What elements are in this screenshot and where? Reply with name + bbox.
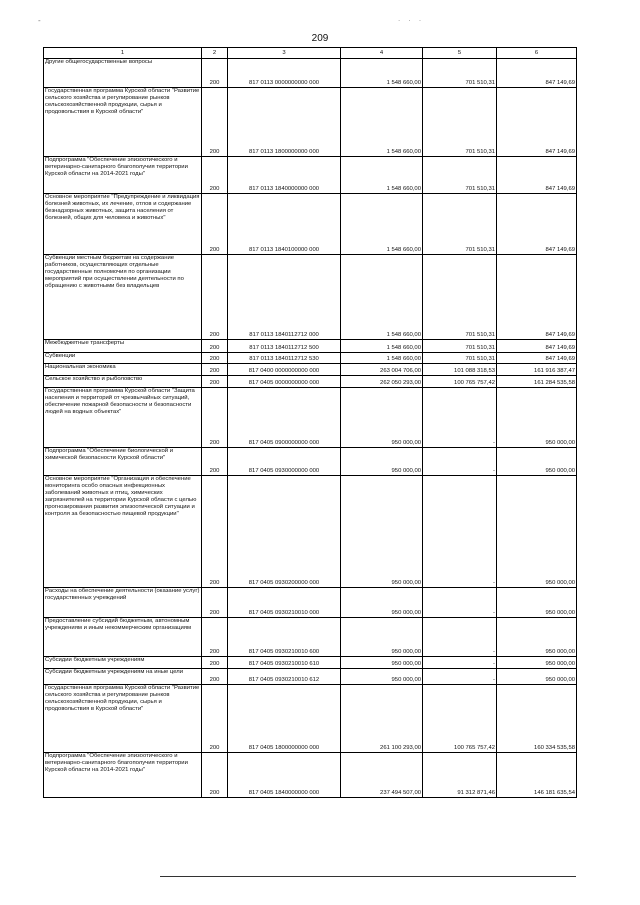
row-target-code: 817 0113 1840112712 500 [228, 340, 341, 353]
row-value-col4: 261 100 293,00 [341, 685, 423, 753]
table-row [44, 669, 577, 685]
row-value-col5: 701 510,31 [423, 255, 497, 340]
row-target-code: 817 0405 0930000000 000 [228, 448, 341, 476]
column-header: 3 [228, 48, 341, 59]
row-code: 200 [202, 588, 228, 618]
column-header: 4 [341, 48, 423, 59]
row-code: 200 [202, 364, 228, 376]
row-value-col6: 950 000,00 [497, 618, 577, 657]
row-code: 200 [202, 194, 228, 255]
row-name: Государственная программа Курской области "Развитие сельского хозяйства и регулирование рынков сельскохозяйственной продукции, сырья и продовольствия в Курской области" [44, 88, 202, 157]
row-code: 200 [202, 753, 228, 798]
row-value-col6: 950 000,00 [497, 448, 577, 476]
table-row [44, 753, 577, 798]
table-row [44, 588, 577, 618]
row-value-col5: - [423, 618, 497, 657]
row-code: 200 [202, 88, 228, 157]
row-code: 200 [202, 59, 228, 88]
row-value-col6: 950 000,00 [497, 657, 577, 669]
row-code: 200 [202, 476, 228, 588]
row-target-code: 817 0113 1840112712 000 [228, 255, 341, 340]
row-value-col6: 950 000,00 [497, 476, 577, 588]
row-code: 200 [202, 657, 228, 669]
page-number: 209 [311, 33, 329, 44]
row-value-col5: 701 510,31 [423, 194, 497, 255]
row-code: 200 [202, 376, 228, 388]
row-target-code: 817 0113 1840112712 530 [228, 353, 341, 364]
row-value-col4: 1 548 660,00 [341, 88, 423, 157]
row-name: Сельское хозяйство и рыболовство [44, 376, 202, 388]
row-name: Основное мероприятие "Организация и обеспечение мониторинга особо опасных инфекционных заболеваний животных и птиц, химических загрязнителей на территории Курской области с целью прогнозирования развития эпизоотической ситуации и контроля за безопасностью пищевой продукции" [44, 476, 202, 588]
bottom-divider [160, 876, 576, 877]
row-value-col6: 847 149,69 [497, 255, 577, 340]
budget-table [43, 47, 577, 798]
row-target-code: 817 0405 0930210010 000 [228, 588, 341, 618]
row-name: Государственная программа Курской области "Защита населения и территорий от чрезвычайных ситуаций, обеспечение пожарной безопасности и безопасности людей на водных объектах" [44, 388, 202, 448]
row-value-col5: 701 510,31 [423, 353, 497, 364]
corner-mark: - [38, 16, 41, 25]
table-row [44, 476, 577, 588]
table-row [44, 376, 577, 388]
row-value-col4: 950 000,00 [341, 388, 423, 448]
row-code: 200 [202, 448, 228, 476]
column-header: 1 [44, 48, 202, 59]
row-name: Субсидии бюджетным учреждениям [44, 657, 202, 669]
row-value-col4: 1 548 660,00 [341, 255, 423, 340]
row-value-col5: 701 510,31 [423, 59, 497, 88]
row-value-col6: 847 149,69 [497, 340, 577, 353]
row-name: Предоставление субсидий бюджетным, автономным учреждениям и иным некоммерческим организациям [44, 618, 202, 657]
row-target-code: 817 0400 0000000000 000 [228, 364, 341, 376]
row-value-col5: 100 765 757,42 [423, 685, 497, 753]
row-value-col4: 263 004 706,00 [341, 364, 423, 376]
row-value-col4: 1 548 660,00 [341, 157, 423, 194]
row-value-col4: 950 000,00 [341, 588, 423, 618]
row-target-code: 817 0405 0930210010 610 [228, 657, 341, 669]
row-target-code: 817 0113 1840100000 000 [228, 194, 341, 255]
row-value-col6: 847 149,69 [497, 157, 577, 194]
corner-dots: . . . [398, 14, 425, 23]
row-value-col6: 146 181 635,54 [497, 753, 577, 798]
row-value-col5: 701 510,31 [423, 157, 497, 194]
row-target-code: 817 0405 0930210010 600 [228, 618, 341, 657]
table-row [44, 88, 577, 157]
row-value-col4: 237 494 507,00 [341, 753, 423, 798]
row-value-col4: 950 000,00 [341, 448, 423, 476]
row-name: Расходы на обеспечение деятельности (оказание услуг) государственных учреждений [44, 588, 202, 618]
row-value-col6: 847 149,69 [497, 353, 577, 364]
row-code: 200 [202, 388, 228, 448]
row-name: Другие общегосударственные вопросы [44, 59, 202, 88]
table-row [44, 388, 577, 448]
row-name: Субвенции местным бюджетам на содержание работников, осуществляющих отдельные государственные полномочия по организации мероприятий при осуществлении деятельности по обращению с животными без владельцев [44, 255, 202, 340]
row-target-code: 817 0405 1840000000 000 [228, 753, 341, 798]
row-value-col4: 1 548 660,00 [341, 59, 423, 88]
row-target-code: 817 0405 0900000000 000 [228, 388, 341, 448]
row-target-code: 817 0405 1800000000 000 [228, 685, 341, 753]
row-value-col6: 950 000,00 [497, 669, 577, 685]
row-value-col5: - [423, 669, 497, 685]
row-value-col4: 1 548 660,00 [341, 353, 423, 364]
row-value-col5: - [423, 388, 497, 448]
row-name: Межбюджетные трансферты [44, 340, 202, 353]
table-row [44, 685, 577, 753]
row-code: 200 [202, 353, 228, 364]
row-value-col6: 161 916 387,47 [497, 364, 577, 376]
row-value-col5: - [423, 448, 497, 476]
table-row [44, 657, 577, 669]
column-header: 6 [497, 48, 577, 59]
row-value-col6: 950 000,00 [497, 588, 577, 618]
row-value-col6: 847 149,69 [497, 194, 577, 255]
row-value-col5: 91 312 871,46 [423, 753, 497, 798]
table-row [44, 340, 577, 353]
column-header: 5 [423, 48, 497, 59]
row-value-col4: 262 050 293,00 [341, 376, 423, 388]
row-value-col6: 161 284 535,58 [497, 376, 577, 388]
row-name: Подпрограмма "Обеспечение эпизоотического и ветеринарно-санитарного благополучия территории Курской области на 2014-2021 годы" [44, 753, 202, 798]
row-value-col4: 1 548 660,00 [341, 340, 423, 353]
row-code: 200 [202, 685, 228, 753]
row-value-col6: 847 149,69 [497, 88, 577, 157]
row-name: Национальная экономика [44, 364, 202, 376]
row-value-col5: 701 510,31 [423, 340, 497, 353]
row-code: 200 [202, 157, 228, 194]
row-name: Подпрограмма "Обеспечение эпизоотического и ветеринарно-санитарного благополучия территории Курской области на 2014-2021 годы" [44, 157, 202, 194]
table-body [44, 59, 577, 798]
row-target-code: 817 0405 0930210010 612 [228, 669, 341, 685]
row-value-col5: - [423, 588, 497, 618]
row-value-col5: 101 088 318,53 [423, 364, 497, 376]
row-name: Субсидии бюджетным учреждениям на иные цели [44, 669, 202, 685]
table-row [44, 255, 577, 340]
row-value-col6: 847 149,69 [497, 59, 577, 88]
row-value-col6: 950 000,00 [497, 388, 577, 448]
row-value-col4: 950 000,00 [341, 476, 423, 588]
row-value-col5: - [423, 476, 497, 588]
row-code: 200 [202, 618, 228, 657]
table-row [44, 448, 577, 476]
row-name: Подпрограмма "Обеспечение биологической и химической безопасности Курской области" [44, 448, 202, 476]
row-target-code: 817 0405 0000000000 000 [228, 376, 341, 388]
row-code: 200 [202, 340, 228, 353]
table-row [44, 353, 577, 364]
table-row [44, 157, 577, 194]
row-target-code: 817 0113 1840000000 000 [228, 157, 341, 194]
table-header-row [44, 48, 577, 59]
row-value-col5: 701 510,31 [423, 88, 497, 157]
row-value-col6: 160 334 535,58 [497, 685, 577, 753]
table-row [44, 194, 577, 255]
row-target-code: 817 0113 1800000000 000 [228, 88, 341, 157]
row-value-col4: 1 548 660,00 [341, 194, 423, 255]
row-name: Государственная программа Курской области "Развитие сельского хозяйства и регулирование рынков сельскохозяйственной продукции, сырья и продовольствия в Курской области" [44, 685, 202, 753]
row-target-code: 817 0113 0000000000 000 [228, 59, 341, 88]
table-row [44, 364, 577, 376]
row-value-col4: 950 000,00 [341, 669, 423, 685]
row-target-code: 817 0405 0930200000 000 [228, 476, 341, 588]
row-name: Основное мероприятие "Предупреждение и ликвидация болезней животных, их лечение, отлов и содержание безнадзорных животных, защита населения от болезней, общих для человека и животных" [44, 194, 202, 255]
row-value-col5: - [423, 657, 497, 669]
row-code: 200 [202, 255, 228, 340]
row-value-col4: 950 000,00 [341, 618, 423, 657]
column-header: 2 [202, 48, 228, 59]
row-value-col5: 100 765 757,42 [423, 376, 497, 388]
row-value-col4: 950 000,00 [341, 657, 423, 669]
table-row [44, 59, 577, 88]
row-code: 200 [202, 669, 228, 685]
row-name: Субвенции [44, 353, 202, 364]
table-row [44, 618, 577, 657]
